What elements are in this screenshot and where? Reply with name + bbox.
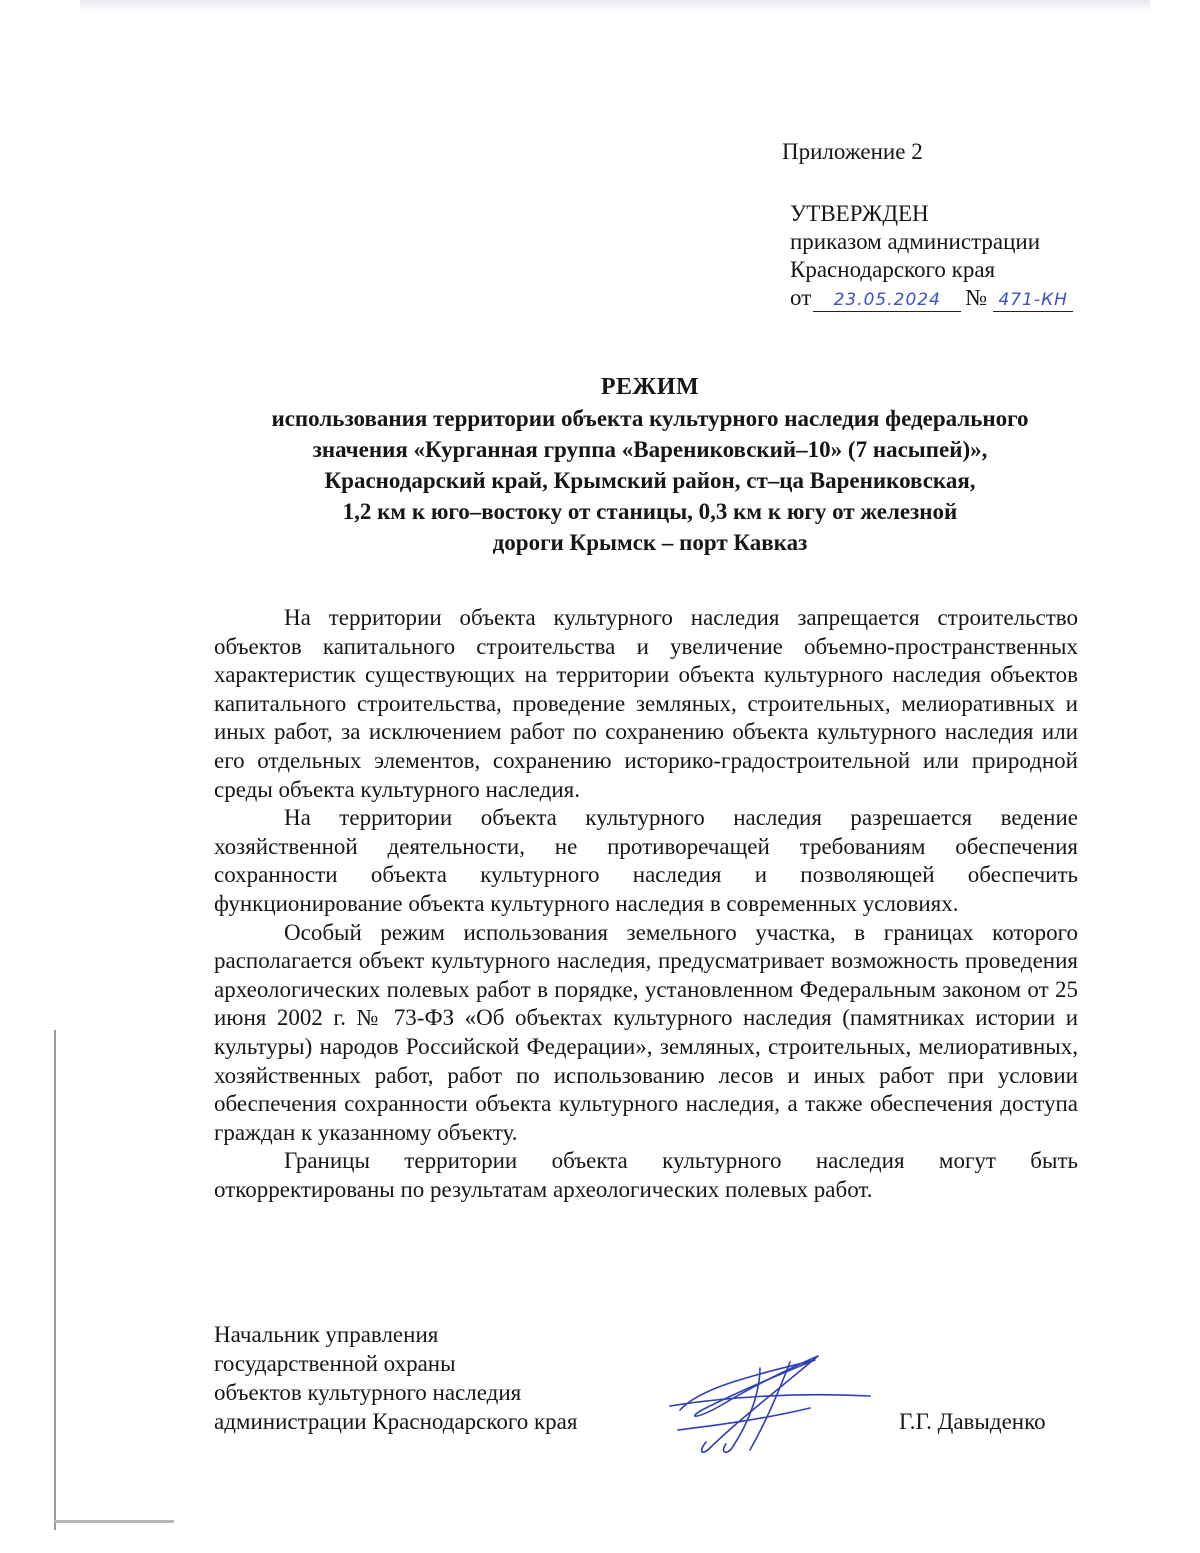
handwritten-signature xyxy=(640,1348,880,1458)
scan-artifact-bottom xyxy=(54,1520,174,1523)
handwritten-order-number: 471-КН xyxy=(993,289,1073,312)
title-line: значения «Курганная группа «Варениковский–10» (7 насыпей)», xyxy=(312,437,988,462)
signer-position-line: государственной охраны xyxy=(214,1351,456,1376)
number-prefix: № xyxy=(965,285,988,310)
scan-artifact-top xyxy=(80,0,1150,12)
title-line: 1,2 км к юго–востоку от станицы, 0,3 км к югу от железной xyxy=(342,499,958,524)
signer-position-line: администрации Краснодарского края xyxy=(214,1409,578,1434)
title-main: РЕЖИМ xyxy=(600,374,700,400)
scan-artifact-left-edge xyxy=(54,1030,56,1530)
body-paragraph: Особый режим использования земельного участка, в границах которого располагается объект культурного наследия, предусматривает возможность проведения археологических полевых работ в порядке, установленном Федеральным законом от 25 июня 2002 г. № 73-ФЗ «Об объектах культурного наследия (памятниках истории и культуры) народов Российской Федерации», земляных, строительных, мелиоративных, хозяйственных работ, работ по использованию лесов и иных работ при условии обеспечения сохранности объекта культурного наследия, а также обеспечения доступа граждан к указанному объекту. xyxy=(214,919,1078,1145)
body-paragraph: На территории объекта культурного наследия разрешается ведение хозяйственной деятельности, не противоречащей требованиям обеспечения сохранности объекта культурного наследия и позволяющей обеспечить функционирование объекта культурного наследия в современных условиях. xyxy=(214,805,1078,916)
order-date-number-row xyxy=(790,284,1130,312)
signer-name: Г.Г. Давыденко xyxy=(899,1409,1046,1434)
document-body xyxy=(214,604,1078,1204)
signer-position-line: Начальник управления xyxy=(214,1322,439,1347)
body-paragraph: На территории объекта культурного наследия запрещается строительство объектов капитального строительства и увеличение объемно-пространственных характеристик существующих на территории объекта культурного наследия объектов капитального строительства, проведение земляных, строительных, мелиоративных и иных работ, за исключением работ по сохранению объекта культурного наследия или его отдельных элементов, сохранению историко-градостроительной или природной среды объекта культурного наследия. xyxy=(214,605,1078,802)
approval-stamp-block xyxy=(790,200,1130,312)
handwritten-order-date: 23.05.2024 xyxy=(813,289,961,312)
title-line: использования территории объекта культурного наследия федерального xyxy=(271,406,1029,431)
signer-position xyxy=(214,1320,644,1436)
title-line: дороги Крымск – порт Кавказ xyxy=(492,530,808,555)
signer-position-line: объектов культурного наследия xyxy=(214,1380,522,1405)
approved-by-line-2: Краснодарского края xyxy=(790,257,996,282)
body-paragraph: Границы территории объекта культурного наследия могут быть откорректированы по результатам археологических полевых работ. xyxy=(214,1148,1078,1202)
document-title xyxy=(210,372,1090,558)
approved-label: УТВЕРЖДЕН xyxy=(790,201,929,226)
date-prefix: от xyxy=(790,285,812,310)
title-line: Краснодарский край, Крымский район, ст–ца Варениковская, xyxy=(324,468,976,493)
appendix-label: Приложение 2 xyxy=(782,139,923,164)
approved-by-line-1: приказом администрации xyxy=(790,229,1041,254)
